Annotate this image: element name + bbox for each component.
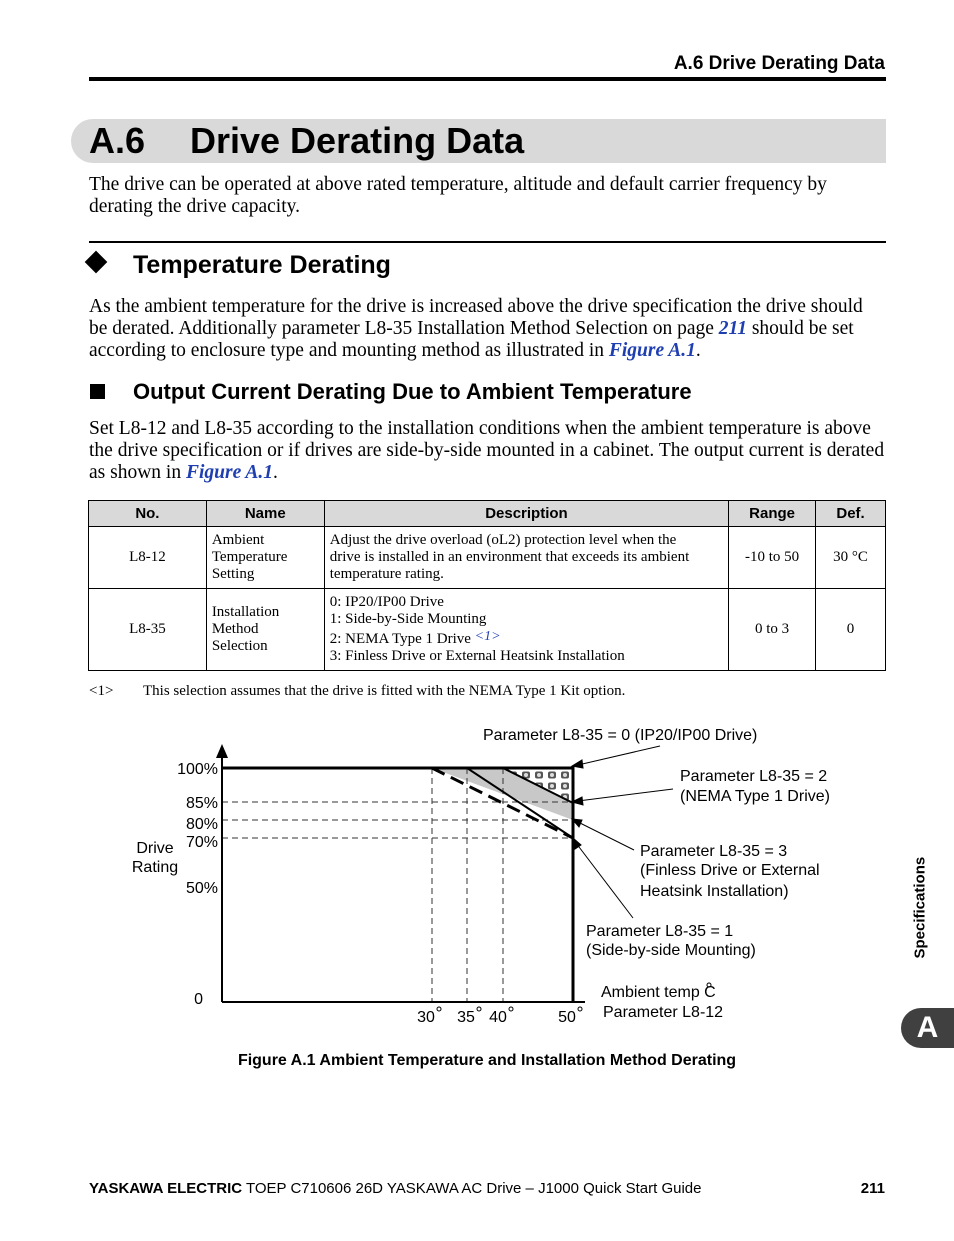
description-text: 2: NEMA Type 1 Drive xyxy=(329,631,475,647)
cell-range: -10 to 50 xyxy=(729,527,816,589)
description-line: temperature rating. xyxy=(329,566,444,582)
header-range: Range xyxy=(729,501,816,527)
footnote-ref-link[interactable]: <1> xyxy=(474,629,501,644)
x-tick-40: 40 xyxy=(489,1009,507,1026)
output-current-text-2: . xyxy=(273,462,278,483)
leader-l835-0 xyxy=(578,746,660,765)
output-current-heading: Output Current Derating Due to Ambient Temperature xyxy=(133,379,692,404)
name-line: Setting xyxy=(211,566,255,582)
description-line: 1: Side-by-Side Mounting xyxy=(329,611,487,627)
description-line: drive is installed in an environment that exceeds its ambient xyxy=(329,549,690,565)
degree-icon xyxy=(509,1007,513,1011)
temperature-derating-heading: Temperature Derating xyxy=(133,251,391,279)
degree-icon xyxy=(477,1007,481,1011)
y-tick-70: 70% xyxy=(185,834,218,851)
cell-no: L8-12 xyxy=(89,527,207,589)
name-line: Selection xyxy=(211,638,268,654)
cell-def: 0 xyxy=(816,589,886,671)
annotation-l835-0: Parameter L8-35 = 0 (IP20/IP00 Drive) xyxy=(483,727,758,744)
annotation-l835-3-b: (Finless Drive or External xyxy=(640,862,820,879)
side-tab-label: Specifications xyxy=(911,856,929,959)
y-tick-80: 80% xyxy=(185,816,218,833)
y-tick-85: 85% xyxy=(185,795,218,812)
name-line: Temperature xyxy=(211,549,288,565)
cell-def: 30 °C xyxy=(816,527,886,589)
y-tick-0: 0 xyxy=(194,991,203,1008)
footnote-text: This selection assumes that the drive is fitted with the NEMA Type 1 Kit option. xyxy=(143,683,626,699)
y-tick-50: 50% xyxy=(185,880,218,897)
page-211-link[interactable]: 211 xyxy=(718,318,747,339)
x-tick-30: 30 xyxy=(417,1009,435,1026)
temperature-paragraph-text-3: . xyxy=(695,340,701,361)
appendix-tab[interactable]: A xyxy=(901,1008,954,1048)
output-current-text-1: Set L8-12 and L8-35 according to the installation conditions when the ambient temperature is above the drive specification or if drives are side-by-side mounted in a cabinet. The output current is derated as shown in xyxy=(89,418,885,483)
leader-l835-3 xyxy=(578,822,634,850)
section-title: Drive Derating Data xyxy=(190,120,525,161)
figure-caption: Figure A.1 Ambient Temperature and Installation Method Derating xyxy=(237,1052,737,1069)
intro-paragraph: The drive can be operated at above rated temperature, altitude and default carrier frequency by derating the drive capacity. xyxy=(89,174,827,217)
x-tick-35: 35 xyxy=(457,1009,475,1026)
annotation-l835-2: Parameter L8-35 = 2 xyxy=(680,768,828,785)
y-axis-arrow-icon xyxy=(216,744,228,758)
y-tick-100: 100% xyxy=(177,761,218,778)
cell-no: L8-35 xyxy=(89,589,207,671)
header-no: No. xyxy=(89,501,207,527)
description-line: 3: Finless Drive or External Heatsink Installation xyxy=(329,648,625,664)
figure-a1-link[interactable]: Figure A.1 xyxy=(608,340,696,361)
x-axis-label: Ambient temp C xyxy=(601,984,716,1001)
x-axis-label-2: Parameter L8-12 xyxy=(603,1004,724,1021)
arrow-icon xyxy=(572,760,583,768)
degree-icon xyxy=(578,1007,582,1011)
degree-icon xyxy=(437,1007,441,1011)
figure-a1-link-2[interactable]: Figure A.1 xyxy=(185,462,274,483)
footer-doc-info xyxy=(89,1180,701,1197)
leader-l835-1 xyxy=(576,843,633,918)
y-axis-label-2: Rating xyxy=(131,859,179,876)
description-line: Adjust the drive overload (oL2) protection level when the xyxy=(329,532,677,548)
temperature-paragraph-text-1: As the ambient temperature for the drive is increased above the drive specification the drive should be derated. Additionally parameter L8-35 Installation Method Selection on page xyxy=(89,296,863,339)
annotation-l835-1-b: (Side-by-side Mounting) xyxy=(586,942,756,959)
name-line: Installation xyxy=(211,604,280,620)
header-def: Def. xyxy=(816,501,886,527)
footer-brand: YASKAWA ELECTRIC xyxy=(89,1180,243,1197)
annotation-l835-2-b: (NEMA Type 1 Drive) xyxy=(680,788,830,805)
cell-range: 0 to 3 xyxy=(729,589,816,671)
section-number: A.6 xyxy=(89,120,146,161)
annotation-l835-3-c: Heatsink Installation) xyxy=(640,883,789,900)
name-line: Ambient xyxy=(211,532,265,548)
footnote-mark: <1> xyxy=(89,683,114,699)
name-line: Method xyxy=(211,621,259,637)
x-tick-50: 50 xyxy=(558,1009,576,1026)
header-name: Name xyxy=(206,501,324,527)
footer-page-number: 211 xyxy=(860,1180,885,1197)
footer-doc: TOEP C710606 26D YASKAWA AC Drive – J1000 Quick Start Guide xyxy=(242,1180,702,1197)
y-axis-label: Drive xyxy=(136,840,174,857)
description-line: 0: IP20/IP00 Drive xyxy=(329,594,444,610)
annotation-l835-3: Parameter L8-35 = 3 xyxy=(640,843,788,860)
leader-l835-2 xyxy=(578,789,673,801)
header-description: Description xyxy=(324,501,728,527)
temperature-paragraph-text-2: should be set according to enclosure type and mounting method as illustrated in xyxy=(89,318,854,361)
annotation-l835-1: Parameter L8-35 = 1 xyxy=(586,923,734,940)
running-header: A.6 Drive Derating Data xyxy=(673,53,885,74)
